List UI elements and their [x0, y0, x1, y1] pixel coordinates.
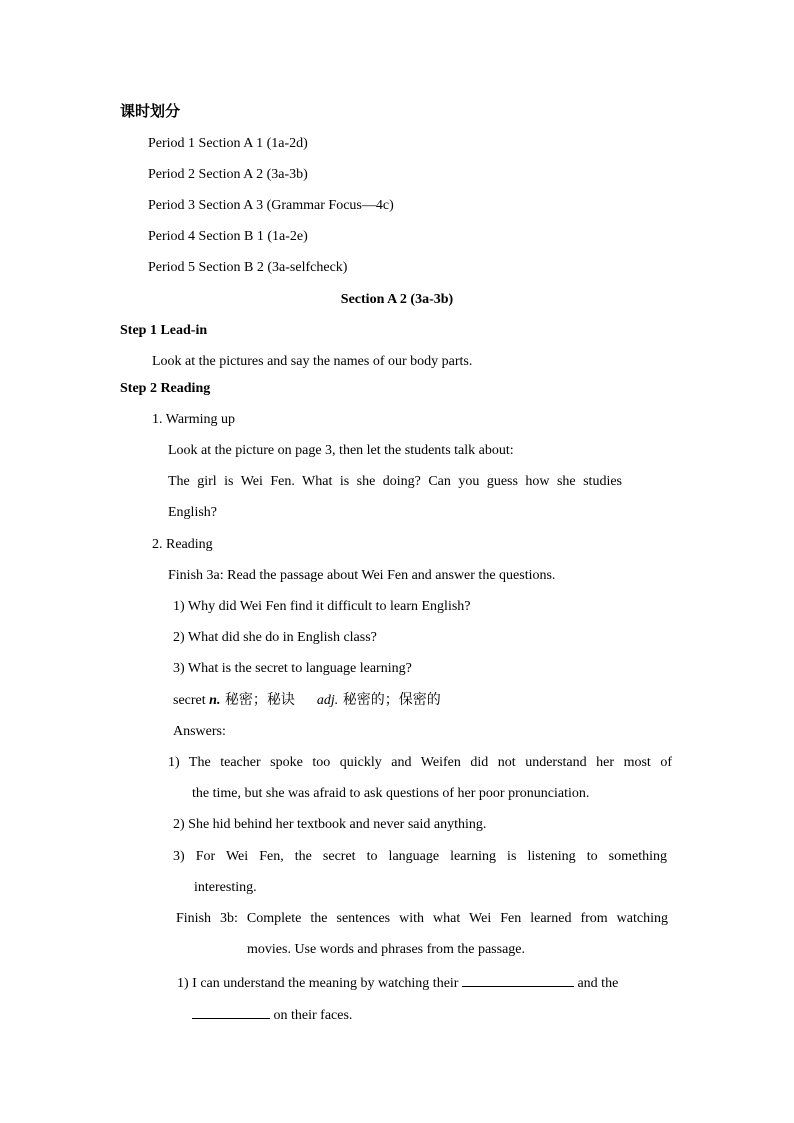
question-3: 3) What is the secret to language learning? [173, 661, 412, 676]
question-1: 1) Why did Wei Fen find it difficult to learn English? [173, 599, 471, 614]
vocab-word: secret [173, 693, 210, 708]
answers-label: Answers: [173, 724, 226, 739]
answer-1a: 1) The teacher spoke too quickly and Weifen did not understand her most of [168, 755, 672, 770]
answer-3a: 3) For Wei Fen, the secret to language learning is listening to something [173, 849, 667, 864]
vocab-line [173, 691, 441, 710]
fill-sentence-1a [177, 972, 618, 993]
period-1: Period 1 Section A 1 (1a-2d) [148, 136, 308, 151]
fill-1-text-pre: 1) I can understand the meaning by watching their [177, 976, 462, 991]
warming-up-line1: Look at the picture on page 3, then let the students talk about: [168, 443, 514, 458]
finish-3a: Finish 3a: Read the passage about Wei Fen and answer the questions. [168, 568, 556, 583]
period-3: Period 3 Section A 3 (Grammar Focus—4c) [148, 198, 394, 213]
fill-blank-1[interactable] [462, 972, 574, 987]
warming-up-line2: The girl is Wei Fen. What is she doing? Can you guess how she studies [168, 474, 622, 489]
step2-title: Step 2 Reading [120, 381, 211, 396]
answer-3b: interesting. [194, 880, 257, 895]
answer-2: 2) She hid behind her textbook and never said anything. [173, 817, 487, 832]
period-5: Period 5 Section B 2 (3a-selfcheck) [148, 260, 348, 275]
vocab-pos-adj: adj. [316, 693, 339, 708]
finish-3b-line2: movies. Use words and phrases from the passage. [247, 942, 525, 957]
period-2: Period 2 Section A 2 (3a-3b) [148, 167, 308, 182]
vocab-pos-n: n. [209, 693, 221, 708]
fill-blank-2[interactable] [192, 1004, 270, 1019]
period-4: Period 4 Section B 1 (1a-2e) [148, 229, 308, 244]
reading-label: 2. Reading [152, 537, 213, 552]
step1-title: Step 1 Lead-in [120, 323, 208, 338]
fill-1-text-post: and the [573, 976, 619, 991]
answer-1b: the time, but she was afraid to ask questions of her poor pronunciation. [192, 786, 590, 801]
step1-text: Look at the pictures and say the names of our body parts. [152, 354, 473, 369]
section-title: Section A 2 (3a-3b) [340, 292, 454, 307]
warming-up-line3: English? [168, 505, 217, 520]
finish-3b-line1: Finish 3b: Complete the sentences with what Wei Fen learned from watching [176, 911, 668, 926]
fill-1b-text-post: on their faces. [270, 1008, 353, 1023]
heading: 课时划分 [120, 102, 181, 120]
vocab-meaning-adj: 秘密的；保密的 [338, 692, 441, 708]
question-2: 2) What did she do in English class? [173, 630, 377, 645]
warming-up-label: 1. Warming up [152, 412, 235, 427]
fill-sentence-1b [192, 1004, 352, 1025]
vocab-meaning-n: 秘密；秘诀 [220, 692, 295, 708]
